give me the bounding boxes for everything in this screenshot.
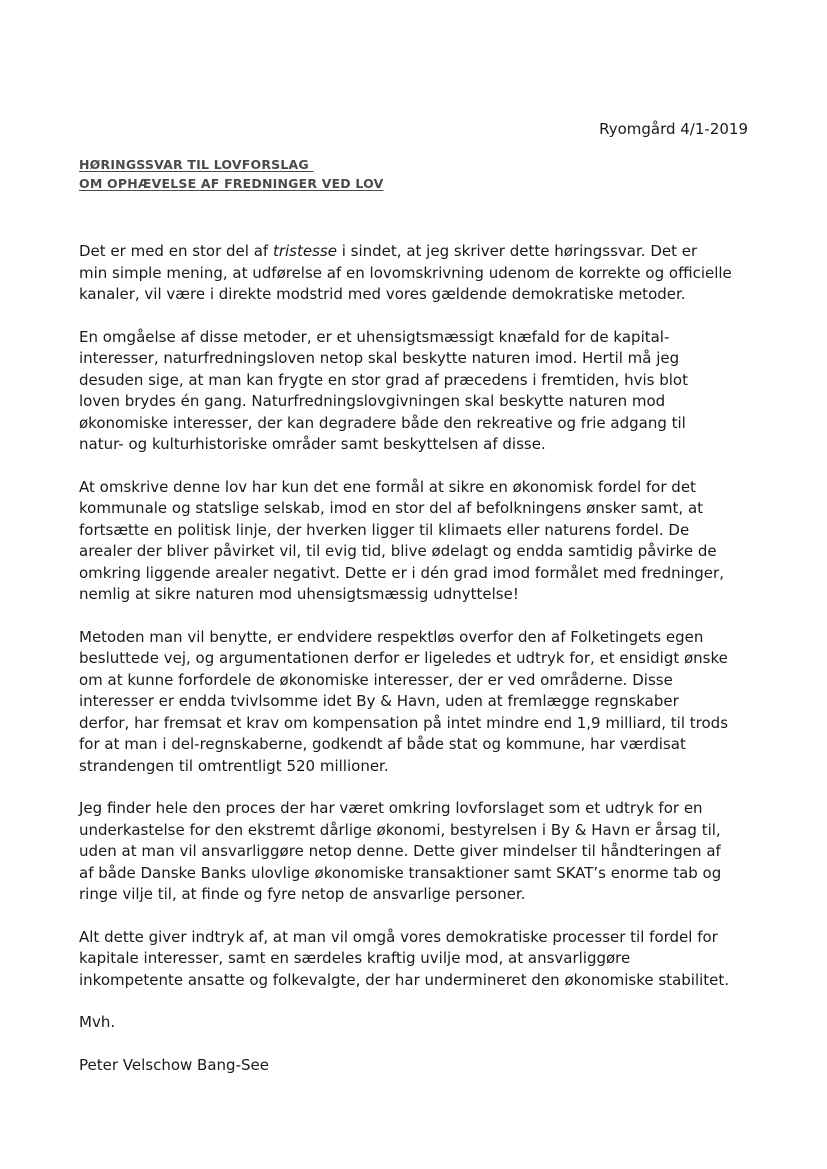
paragraph-line: uden at man vil ansvarliggøre netop denne. Dette giver mindelser til håndteringen af	[79, 842, 721, 860]
paragraph-line: natur- og kulturhistoriske områder samt beskyttelsen af disse.	[79, 435, 546, 453]
paragraph-line: ringe vilje til, at finde og fyre netop de ansvarlige personer.	[79, 885, 526, 903]
paragraph-1	[79, 241, 751, 306]
paragraph-line: underkastelse for den ekstremt dårlige økonomi, bestyrelsen i By & Havn er årsag til,	[79, 820, 721, 839]
paragraph-4	[79, 627, 751, 778]
paragraph-line: besluttede vej, og argumentationen derfor er ligeledes et udtryk for, et ensidigt ønske	[79, 649, 728, 667]
paragraph-line	[79, 241, 751, 263]
text-run: Det er med en stor del af	[79, 242, 273, 260]
paragraph-6	[79, 927, 751, 992]
paragraph-line: Alt dette giver indtryk af, at man vil omgå vores demokratiske processer til fordel for	[79, 927, 718, 946]
paragraph-line: inkompetente ansatte og folkevalgte, der har undermineret den økonomiske stabilitet.	[79, 970, 730, 989]
paragraph-line: min simple mening, at udførelse af en lovomskrivning udenom de korrekte og officielle	[79, 263, 732, 282]
heading-line-2: OM OPHÆVELSE AF FREDNINGER VED LOV	[79, 176, 384, 191]
paragraph-line: arealer der bliver påvirket vil, til evig tid, blive ødelagt og endda samtidig påvirke de	[79, 542, 717, 560]
paragraph-line: økonomiske interesser, der kan degradere både den rekreative og frie adgang til	[79, 413, 686, 432]
paragraph-line: En omgåelse af disse metoder, er et uhensigtsmæssigt knæfald for de kapital-	[79, 327, 670, 346]
paragraph-line: nemlig at sikre naturen mod uhensigtsmæssig udnyttelse!	[79, 585, 519, 603]
date-line: Ryomgård 4/1-2019	[599, 120, 748, 138]
paragraph-line: interesser, naturfredningsloven netop skal beskytte naturen imod. Hertil må jeg	[79, 349, 680, 367]
paragraph-line: kanaler, vil være i direkte modstrid med vores gældende demokratiske metoder.	[79, 285, 686, 303]
letter-body	[79, 241, 751, 1076]
paragraph-2	[79, 327, 751, 456]
paragraph-line: af både Danske Banks ulovlige økonomiske transaktioner samt SKAT’s enorme tab og	[79, 863, 722, 882]
signature-name: Peter Velschow Bang-See	[79, 1055, 269, 1074]
paragraph-line: fortsætte en politisk linje, der hverken ligger til klimaets eller naturens fordel. De	[79, 520, 690, 539]
closing-salutation: Mvh.	[79, 1013, 116, 1031]
emphasis-word: tristesse	[272, 242, 337, 260]
paragraph-line: om at kunne forfordele de økonomiske interesser, der er ved områderne. Disse	[79, 670, 673, 689]
paragraph-5	[79, 798, 751, 906]
paragraph-line: At omskrive denne lov har kun det ene formål at sikre en økonomisk fordel for det	[79, 477, 696, 496]
paragraph-line: strandengen til omtrentligt 520 millioner.	[79, 756, 389, 775]
document-heading	[79, 155, 384, 193]
paragraph-3	[79, 477, 751, 606]
paragraph-line: desuden sige, at man kan frygte en stor grad af præcedens i fremtiden, hvis blot	[79, 370, 688, 389]
heading-line-1: HØRINGSSVAR TIL LOVFORSLAG	[79, 157, 314, 172]
text-run: i sindet, at jeg skriver dette høringssvar. Det er	[336, 242, 698, 260]
paragraph-line: Jeg finder hele den proces der har været omkring lovforslaget som et udtryk for en	[79, 799, 703, 817]
paragraph-line: Metoden man vil benytte, er endvidere respektløs overfor den af Folketingets egen	[79, 627, 704, 646]
paragraph-line: for at man i del-regnskaberne, godkendt af både stat og kommune, har værdisat	[79, 735, 686, 753]
paragraph-line: kapitale interesser, samt en særdeles kraftig uvilje mod, at ansvarliggøre	[79, 949, 631, 967]
paragraph-line: kommunale og statslige selskab, imod en stor del af befolkningens ønsker samt, at	[79, 499, 704, 517]
paragraph-line: omkring liggende arealer negativt. Dette er i dén grad imod formålet med fredninger,	[79, 563, 724, 582]
paragraph-line: derfor, har fremsat et krav om kompensation på intet mindre end 1,9 milliard, til trods	[79, 713, 729, 732]
paragraph-line: loven brydes én gang. Naturfredningslovgivningen skal beskytte naturen mod	[79, 392, 666, 410]
paragraph-line: interesser er endda tvivlsomme idet By & Havn, uden at fremlægge regnskaber	[79, 692, 679, 710]
